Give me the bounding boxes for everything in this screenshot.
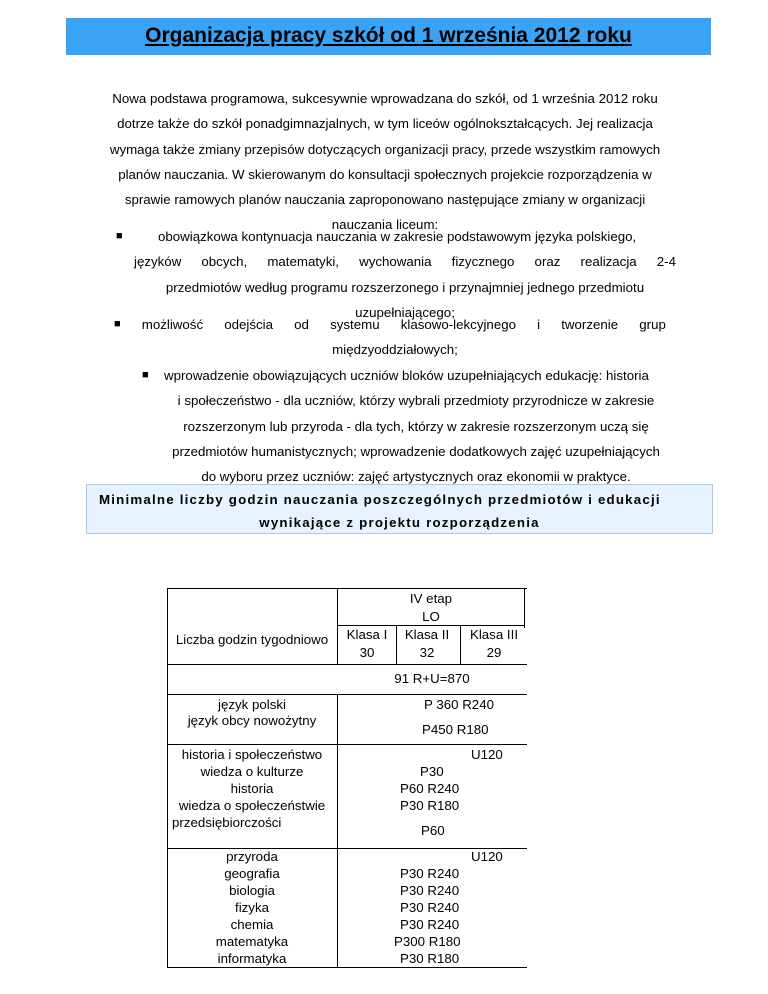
subject-hours: P60 R240 [400, 781, 460, 796]
title-banner [66, 18, 711, 55]
subject-hours: P60 [421, 823, 445, 838]
subject-name: geografia [224, 866, 280, 881]
table-border [167, 744, 527, 745]
subject-name: przedsiębiorczości [172, 815, 282, 830]
bullet-line: rozszerzonym lub przyroda - dla tych, którzy w zakresie rozszerzonym uczą się [183, 418, 649, 434]
word: od [294, 317, 309, 332]
subject-hours: P30 R240 [400, 917, 460, 932]
bullet-line: przedmiotów humanistycznych; wprowadzenie dodatkowych zajęć uzupełniających [172, 443, 660, 459]
word: 2-4 [656, 254, 676, 270]
table-border [167, 694, 527, 695]
stage-label: IV etap [409, 591, 453, 606]
school-label: LO [422, 609, 440, 624]
bullet-line: przedmiotów według programu rozszerzonego i przynajmniej jednego przedmiotu [165, 279, 645, 295]
table-border [167, 664, 527, 665]
bullet-item [114, 312, 666, 363]
table-border [337, 694, 338, 968]
subject-hours: P30 [420, 764, 444, 779]
bullet-line: do wyboru przez uczniów: zajęć artystycznych oraz ekonomii w praktyce. [201, 469, 631, 485]
subject-hours: U120 [471, 747, 503, 762]
intro-line: wymaga także zmiany przepisów dotyczących organizacji pracy, przede wszystkim ramowych [109, 141, 661, 157]
subject-name: biologia [229, 883, 275, 898]
bullet-line: obowiązkowa kontynuacja nauczania w zakresie podstawowym języka polskiego, [158, 229, 637, 244]
word: tworzenie [561, 317, 619, 332]
subject-name: język obcy nowożytny [187, 713, 317, 728]
subject-name: informatyka [217, 951, 287, 966]
intro-line: nauczania liceum: [331, 217, 439, 233]
table-border [337, 625, 525, 626]
subject-name: fizyka [235, 900, 269, 915]
subject-hours: P30 R180 [400, 951, 460, 966]
word: oraz [534, 254, 561, 270]
bullet-line: i społeczeństwo - dla uczniów, którzy wybrali przedmioty przyrodnicze w zakresie [177, 393, 655, 409]
intro-line: sprawie ramowych planów nauczania zaproponowano następujące zmiany w organizacji [124, 192, 646, 208]
box-heading-line: Minimalne liczby godzin nauczania poszczególnych przedmiotów i edukacji [99, 492, 661, 507]
subject-hours: P30 R240 [400, 900, 460, 915]
class-name: Klasa I [346, 627, 388, 642]
table-border [524, 588, 525, 628]
word: realizacja [580, 254, 637, 270]
subject-name: język polski [218, 697, 286, 712]
word: wychowania [359, 254, 432, 270]
word: i [537, 317, 541, 332]
table-heading-box [86, 484, 713, 534]
bullet-item [116, 224, 676, 325]
bullet-square-icon: ■ [116, 230, 123, 242]
row-label: Liczba godzin tygodniowo [175, 632, 329, 647]
subject-hours: P30 R240 [400, 883, 460, 898]
bullet-line: międzyoddziałowych; [332, 342, 458, 358]
cell-border [396, 626, 397, 664]
bullet-item [144, 363, 688, 489]
subject-hours: P 360 R240 [424, 697, 494, 712]
total-hours: 91 R+U=870 [394, 671, 470, 686]
word: matematyki, [267, 254, 339, 270]
bullet-line-justified [134, 249, 676, 274]
word: możliwość [141, 317, 204, 332]
word: obcych, [201, 254, 248, 270]
subject-hours: P300 R180 [394, 934, 461, 949]
bullet-square-icon: ■ [142, 369, 149, 381]
word: odejścia [224, 317, 274, 332]
subject-hours: U120 [471, 849, 503, 864]
subject-name: chemia [230, 917, 274, 932]
subject-name: historia [230, 781, 274, 796]
subject-hours: P450 R180 [422, 722, 489, 737]
bullet-square-icon: ■ [114, 318, 121, 330]
subject-name: wiedza o społeczeństwie [178, 798, 326, 813]
class-hours: 30 [359, 645, 375, 660]
intro-line: planów nauczania. W skierowanym do konsultacji społecznych projekcie rozporządzenia w [118, 166, 652, 182]
subject-name: wiedza o kulturze [200, 764, 304, 779]
cell-border [460, 626, 461, 664]
word: języków [134, 254, 182, 270]
word: systemu [330, 317, 380, 332]
table-border [167, 967, 527, 968]
intro-line: Nowa podstawa programowa, sukcesywnie wprowadzana do szkół, od 1 września 2012 roku [112, 91, 658, 106]
word: fizycznego [451, 254, 515, 270]
class-name: Klasa II [404, 627, 450, 642]
page-title: Organizacja pracy szkół od 1 września 2012 roku [145, 24, 632, 47]
word: grup [639, 317, 666, 332]
bullet-line-justified [114, 312, 666, 337]
bullet-line: uzupełniającego; [355, 304, 455, 320]
intro-paragraph [60, 86, 710, 238]
table-border [167, 588, 527, 589]
subject-name: matematyka [215, 934, 289, 949]
class-hours: 32 [419, 645, 435, 660]
intro-line: dotrze także do szkół ponadgimnazjalnych, w tym liceów ogólnokształcących. Jej realizacja [117, 116, 653, 132]
subject-hours: P30 R240 [400, 866, 460, 881]
subject-name: przyroda [226, 849, 278, 864]
box-heading-line: wynikające z projektu rozporządzenia [259, 515, 540, 530]
word: klasowo-lekcyjnego [400, 317, 517, 332]
bullet-line: wprowadzenie obowiązujących uczniów bloków uzupełniających edukację: historia [164, 368, 649, 383]
class-name: Klasa III [469, 627, 519, 642]
subject-name: historia i społeczeństwo [181, 747, 323, 762]
class-hours: 29 [486, 645, 502, 660]
subject-hours: P30 R180 [400, 798, 460, 813]
